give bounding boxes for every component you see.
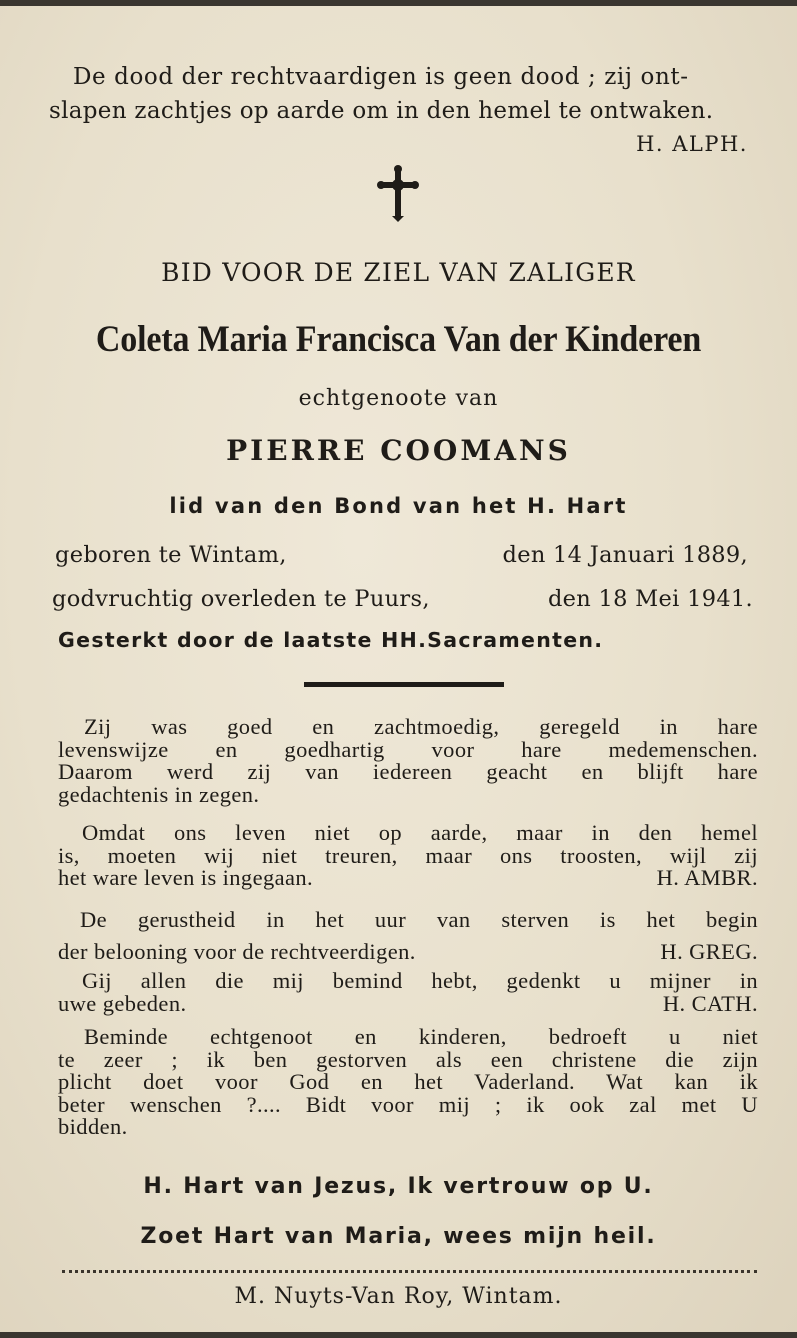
divider-rule: [304, 682, 504, 687]
paragraph-5: [58, 1026, 758, 1139]
epigraph-signature: H. ALPH.: [636, 132, 748, 156]
text-line-content: uwe gebeden.: [58, 990, 187, 1016]
text-line: beter wenschen ?.... Bidt voor mij ; ik ook zal met U: [58, 1091, 758, 1117]
text-line: Omdat ons leven niet op aarde, maar in den hemel: [82, 820, 758, 845]
signature-greg: H. GREG.: [660, 939, 758, 964]
heading: BID VOOR DE ZIEL VAN ZALIGER: [161, 258, 636, 287]
prayer-1: H. Hart van Jezus, Ik vertrouw op U.: [143, 1174, 654, 1199]
paragraph-4: [58, 970, 758, 1015]
prayer-2: Zoet Hart van Maria, wees mijn heil.: [140, 1224, 657, 1249]
membership-text: lid van den Bond van het H. Hart: [169, 494, 628, 518]
text-line: [58, 990, 758, 1016]
text-line: Gij allen die mij bemind hebt, gedenkt u mijner in: [82, 968, 758, 993]
text-line: te zeer ; ik ben gestorven als een christene die zijn: [58, 1046, 758, 1072]
text-line: levenswijze en goedhartig voor hare medemenschen.: [58, 736, 758, 762]
paragraph-2: [58, 822, 758, 890]
death-date: den 18 Mei 1941.: [547, 586, 753, 612]
spouse-name: PIERRE COOMANS: [226, 434, 571, 467]
dotted-divider: [62, 1270, 757, 1273]
text-line-content: het ware leven is ingegaan.: [58, 865, 314, 890]
text-line: Zij was goed en zachtmoedig, geregeld in hare: [84, 714, 758, 739]
text-line: bidden.: [58, 1114, 128, 1139]
sacraments-text: Gesterkt door de laatste HH.Sacramenten.: [58, 628, 604, 652]
birth-place: geboren te Wintam,: [55, 542, 287, 568]
death-place: godvruchtig overleden te Puurs,: [52, 586, 430, 612]
printer-credit: M. Nuyts-Van Roy, Wintam.: [234, 1284, 563, 1309]
text-line: [58, 936, 758, 968]
epigraph-line-1: De dood der rechtvaardigen is geen dood ; zij ont-: [73, 64, 689, 90]
paragraph-1: [58, 716, 758, 806]
text-line: is, moeten wij niet treuren, maar ons troosten, wijl zij: [58, 842, 758, 868]
text-line: De gerustheid in het uur van sterven is het begin: [80, 907, 758, 932]
signature-ambr: H. AMBR.: [656, 865, 758, 890]
epigraph-line-2: slapen zachtjes op aarde om in den hemel te ontwaken.: [49, 98, 714, 124]
text-line-content: der belooning voor de rechtveerdigen.: [58, 939, 416, 964]
signature-cath: H. CATH.: [662, 990, 758, 1016]
relation-text: echtgenoote van: [298, 386, 499, 411]
memorial-card: [0, 6, 797, 1332]
text-line: plicht doet voor God en het Vaderland. Wat kan ik: [58, 1069, 758, 1094]
cross-icon: [376, 164, 420, 222]
paragraph-3: [58, 904, 758, 968]
text-line: Daarom werd zij van iedereen geacht en blijft hare: [58, 759, 758, 784]
birth-date: den 14 Januari 1889,: [502, 542, 748, 568]
text-line: Beminde echtgenoot en kinderen, bedroeft u niet: [84, 1024, 758, 1049]
text-line: gedachtenis in zegen.: [58, 781, 260, 807]
deceased-name: Coleta Maria Francisca Van der Kinderen: [95, 319, 702, 360]
text-line: [58, 867, 758, 890]
